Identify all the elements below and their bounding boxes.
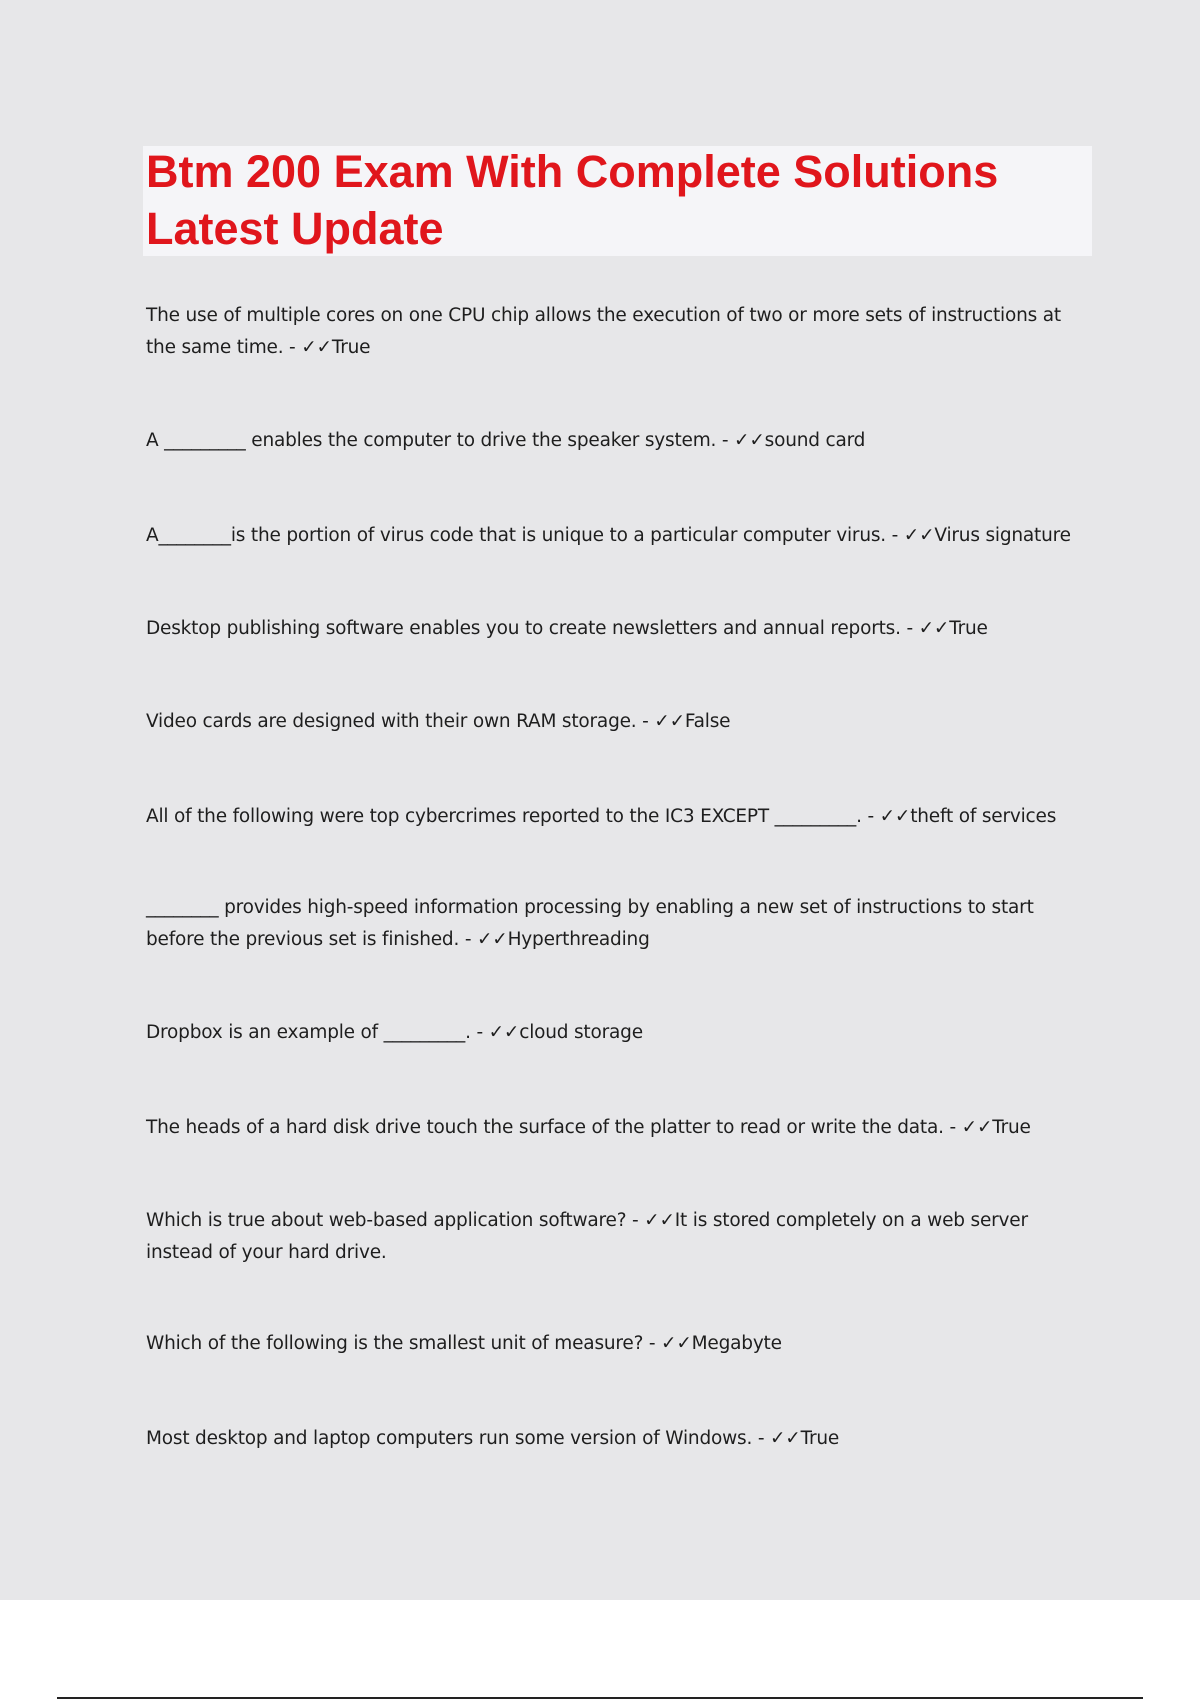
qa-item-12: Most desktop and laptop computers run some version of Windows. - ✓✓True (146, 1428, 840, 1449)
qa-item-1: The use of multiple cores on one CPU chip allows the execution of two or more sets of instructions at the same time. - ✓✓True (146, 305, 1061, 358)
qa-item-10: Which is true about web-based application software? - ✓✓It is stored completely on a web server instead of your hard drive. (146, 1210, 1028, 1263)
qa-item-8: Dropbox is an example of _________. - ✓✓cloud storage (146, 1022, 643, 1043)
qa-item-4: Desktop publishing software enables you to create newsletters and annual reports. - ✓✓True (146, 618, 988, 639)
qa-item-11: Which of the following is the smallest unit of measure? - ✓✓Megabyte (146, 1333, 782, 1354)
qa-item-5: Video cards are designed with their own RAM storage. - ✓✓False (146, 711, 731, 732)
qa-item-3: A________is the portion of virus code that is unique to a particular computer virus. - ✓✓Virus signature (146, 525, 1071, 546)
footer-divider (57, 1697, 1143, 1699)
qa-item-6: All of the following were top cybercrimes reported to the IC3 EXCEPT _________. - ✓✓theft of services (146, 806, 1057, 827)
qa-item-9: The heads of a hard disk drive touch the surface of the platter to read or write the data. - ✓✓True (146, 1117, 1031, 1138)
qa-item-2: A _________ enables the computer to drive the speaker system. - ✓✓sound card (146, 430, 866, 451)
qa-item-7: ________ provides high-speed information processing by enabling a new set of instructions to start before the previous set is finished. - ✓✓Hyperthreading (146, 897, 1034, 950)
document-title: Btm 200 Exam With Complete Solutions Latest Update (146, 146, 999, 254)
